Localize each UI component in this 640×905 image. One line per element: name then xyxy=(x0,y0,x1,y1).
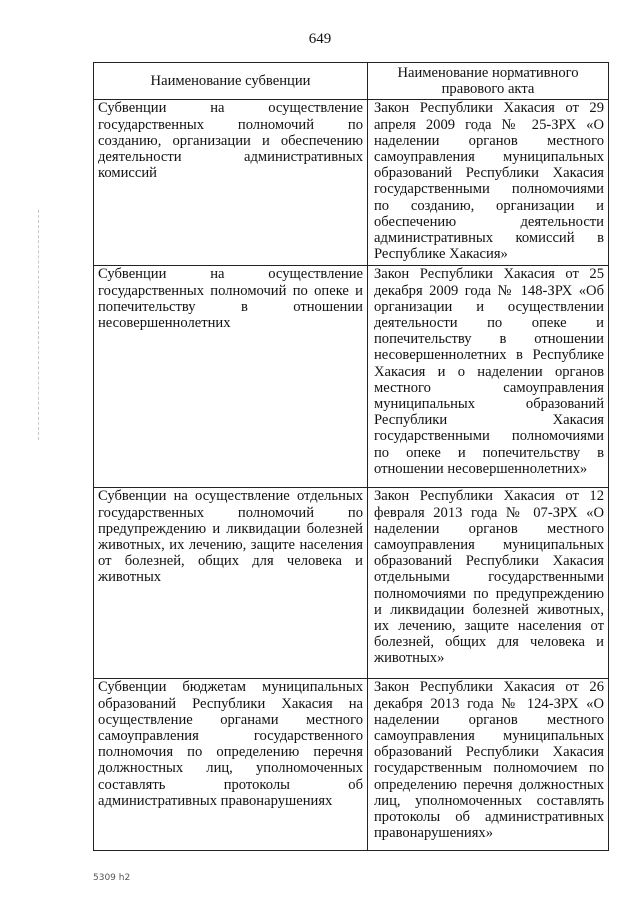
table-row xyxy=(94,679,609,851)
footer-code: 5309 h2 xyxy=(93,873,131,883)
table-row xyxy=(94,266,609,488)
subvention-cell: Субвенции бюджетам муниципальных образований Республики Хакасия на осуществление органами местного самоуправления государственного полномочия по определению перечня должностных лиц, уполномоченных составлять протоколы об административных правонарушениях xyxy=(94,679,368,851)
subvention-cell: Субвенции на осуществление отдельных государственных полномочий по предупреждению и ликвидации болезней животных, их лечению, защите населения от болезней, общих для человека и животных xyxy=(94,488,368,679)
page-number: 649 xyxy=(308,31,332,47)
subvention-cell: Субвенции на осуществление государственных полномочий по опеке и попечительству в отношении несовершеннолетних xyxy=(94,266,368,488)
legal-act-cell: Закон Республики Хакасия от 25 декабря 2009 года № 148-ЗРХ «Об организации и осуществлении деятельности по опеке и попечительству в отношении несовершеннолетних в Республике Хакасия и о наделении органов местного самоуправления муниципальных образований Республики Хакасия государственными полномочиями по опеке и попечительству в отношении несовершеннолетних» xyxy=(368,266,609,488)
legal-act-cell: Закон Республики Хакасия от 29 апреля 2009 года № 25-ЗРХ «О наделении органов местного самоуправления муниципальных образований Республики Хакасия государственными полномочиями по созданию, организации и обеспечению деятельности административных комиссий в Республике Хакасия» xyxy=(368,100,609,266)
table-row xyxy=(94,488,609,679)
table-row xyxy=(94,100,609,266)
header-subvention-name: Наименование субвенции xyxy=(94,63,368,100)
subvention-cell: Субвенции на осуществление государственных полномочий по созданию, организации и обеспечению деятельности административных комиссий xyxy=(94,100,368,266)
header-legal-act-name: Наименование нормативного правового акта xyxy=(368,63,609,100)
legal-act-cell: Закон Республики Хакасия от 12 февраля 2013 года № 07-ЗРХ «О наделении органов местного самоуправления муниципальных образований Республики Хакасия отдельными государственными полномочиями по предупреждению и ликвидации болезней животных, их лечению, защите населения от болезней, общих для человека и животных» xyxy=(368,488,609,679)
table-header-row xyxy=(94,63,609,100)
margin-scan-marks xyxy=(38,210,43,440)
legal-act-cell: Закон Республики Хакасия от 26 декабря 2013 года № 124-ЗРХ «О наделении органов местного самоуправления муниципальных образований Республики Хакасия государственным полномочием по определению перечня должностных лиц, уполномоченных составлять протоколы об административных правонарушениях» xyxy=(368,679,609,851)
subventions-table xyxy=(93,62,609,851)
